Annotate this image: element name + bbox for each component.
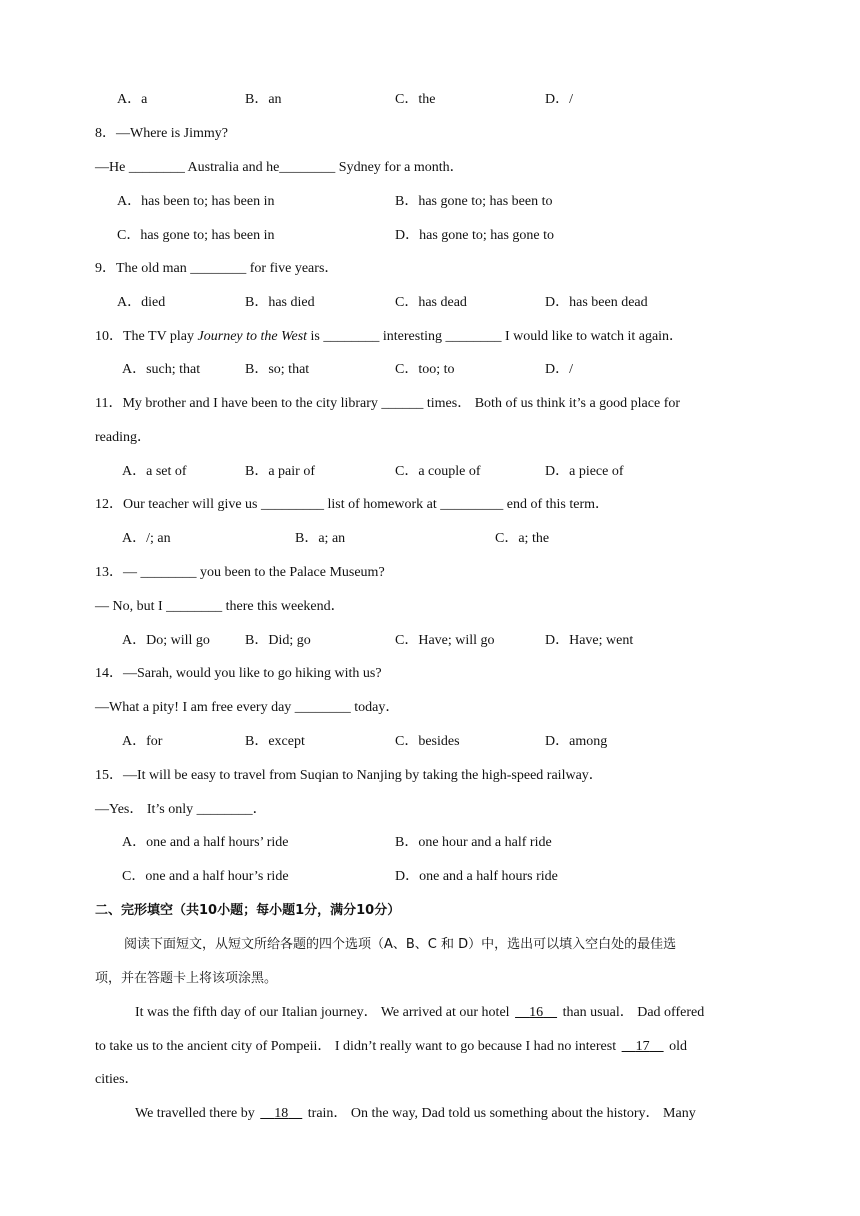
passage-line <box>95 1037 687 1057</box>
blank-17-number: 17 <box>635 1039 650 1054</box>
q13-option-c: C．Have; will go <box>395 633 495 648</box>
q12-option-a: A．/; an <box>122 531 171 546</box>
q14-stem: 14．—Sarah, would you like to go hiking with us? <box>95 666 382 681</box>
passage-text: We travelled there by <box>135 1106 255 1121</box>
q9-option-d: D．has been dead <box>545 295 648 310</box>
section-instructions: 阅读下面短文，从短文所给各题的四个选项（A、B、C 和 D）中，选出可以填入空白处的最佳选 <box>124 937 677 952</box>
q8-reply: —He ________ Australia and he________ Sydney for a month． <box>95 160 464 175</box>
q11-option-b: B．a pair of <box>245 464 315 479</box>
q8-option-b: B．has gone to; has been to <box>395 194 553 209</box>
q10-stem <box>95 327 683 347</box>
blank-16-number: 16 <box>529 1005 544 1020</box>
q9-option-b: B．has died <box>245 295 315 310</box>
q11-option-d: D．a piece of <box>545 464 624 479</box>
q8-option-d: D．has gone to; has gone to <box>395 228 555 243</box>
passage-line <box>135 1003 704 1023</box>
q7-option-b: B．an <box>245 92 282 107</box>
q10-option-c: C．too; to <box>395 362 455 377</box>
passage-text: It was the fifth day of our Italian journey． We arrived at our hotel <box>135 1005 510 1020</box>
passage-text: than usual． Dad offered <box>562 1005 705 1020</box>
q12-stem: 12．Our teacher will give us _________ list of homework at _________ end of this term． <box>95 497 610 512</box>
q13-reply: — No, but I ________ there this weekend． <box>95 599 345 614</box>
q7-option-a: A．a <box>117 92 148 107</box>
q8-option-c: C．has gone to; has been in <box>117 228 275 243</box>
q11-stem-cont: reading． <box>95 430 151 445</box>
q10-option-a: A．such; that <box>122 362 201 377</box>
q13-option-a: A．Do; will go <box>122 633 210 648</box>
q10-option-b: B．so; that <box>245 362 310 377</box>
section-heading: 二、完形填空（共10小题；每小题1分，满分10分） <box>95 903 401 918</box>
q14-reply: —What a pity! I am free every day ________ today． <box>95 700 400 715</box>
q11-option-a: A．a set of <box>122 464 187 479</box>
q15-reply: —Yes． It’s only ________． <box>95 802 267 817</box>
q15-option-a: A．one and a half hours’ ride <box>122 835 289 850</box>
q12-option-c: C．a; the <box>495 531 550 546</box>
q14-option-c: C．besides <box>395 734 460 749</box>
q7-option-d: D．/ <box>545 92 573 107</box>
passage-line <box>135 1104 696 1124</box>
q15-stem: 15．—It will be easy to travel from Suqian to Nanjing by taking the high-speed railway． <box>95 768 603 783</box>
q10-option-d: D．/ <box>545 362 573 377</box>
blank-18 <box>258 1106 304 1121</box>
q12-option-b: B．a; an <box>295 531 346 546</box>
blank-16 <box>513 1005 559 1020</box>
q15-option-d: D．one and a half hours ride <box>395 869 558 884</box>
q10-stem-pre: 10．The TV play <box>95 329 198 344</box>
q14-option-b: B．except <box>245 734 305 749</box>
q14-option-d: D．among <box>545 734 608 749</box>
passage-text: train． On the way, Dad told us something about the history． Many <box>307 1106 696 1121</box>
q14-option-a: A．for <box>122 734 163 749</box>
q13-option-b: B．Did; go <box>245 633 311 648</box>
q11-stem: 11．My brother and I have been to the city library ______ times． Both of us think it’s a good place for <box>95 396 681 411</box>
section-instructions-cont: 项，并在答题卡上将该项涂黑。 <box>95 971 278 986</box>
q13-option-d: D．Have; went <box>545 633 634 648</box>
blank-17 <box>620 1039 666 1054</box>
q9-option-a: A．died <box>117 295 166 310</box>
q15-option-b: B．one hour and a half ride <box>395 835 552 850</box>
passage-text: to take us to the ancient city of Pompeii． I didn’t really want to go because I had no interest <box>95 1039 617 1054</box>
passage-text: old <box>669 1039 687 1054</box>
q9-option-c: C．has dead <box>395 295 467 310</box>
q13-stem: 13．— ________ you been to the Palace Museum? <box>95 565 385 580</box>
q8-stem: 8．—Where is Jimmy? <box>95 126 228 141</box>
passage-line: cities． <box>95 1072 139 1087</box>
q15-option-c: C．one and a half hour’s ride <box>122 869 289 884</box>
q10-title: Journey to the West <box>197 329 308 344</box>
q10-stem-post: is ________ interesting ________ I would like to watch it again． <box>307 329 684 344</box>
blank-18-number: 18 <box>274 1106 289 1121</box>
q7-option-c: C．the <box>395 92 436 107</box>
q8-option-a: A．has been to; has been in <box>117 194 275 209</box>
q11-option-c: C．a couple of <box>395 464 481 479</box>
q9-stem: 9．The old man ________ for five years． <box>95 261 339 276</box>
